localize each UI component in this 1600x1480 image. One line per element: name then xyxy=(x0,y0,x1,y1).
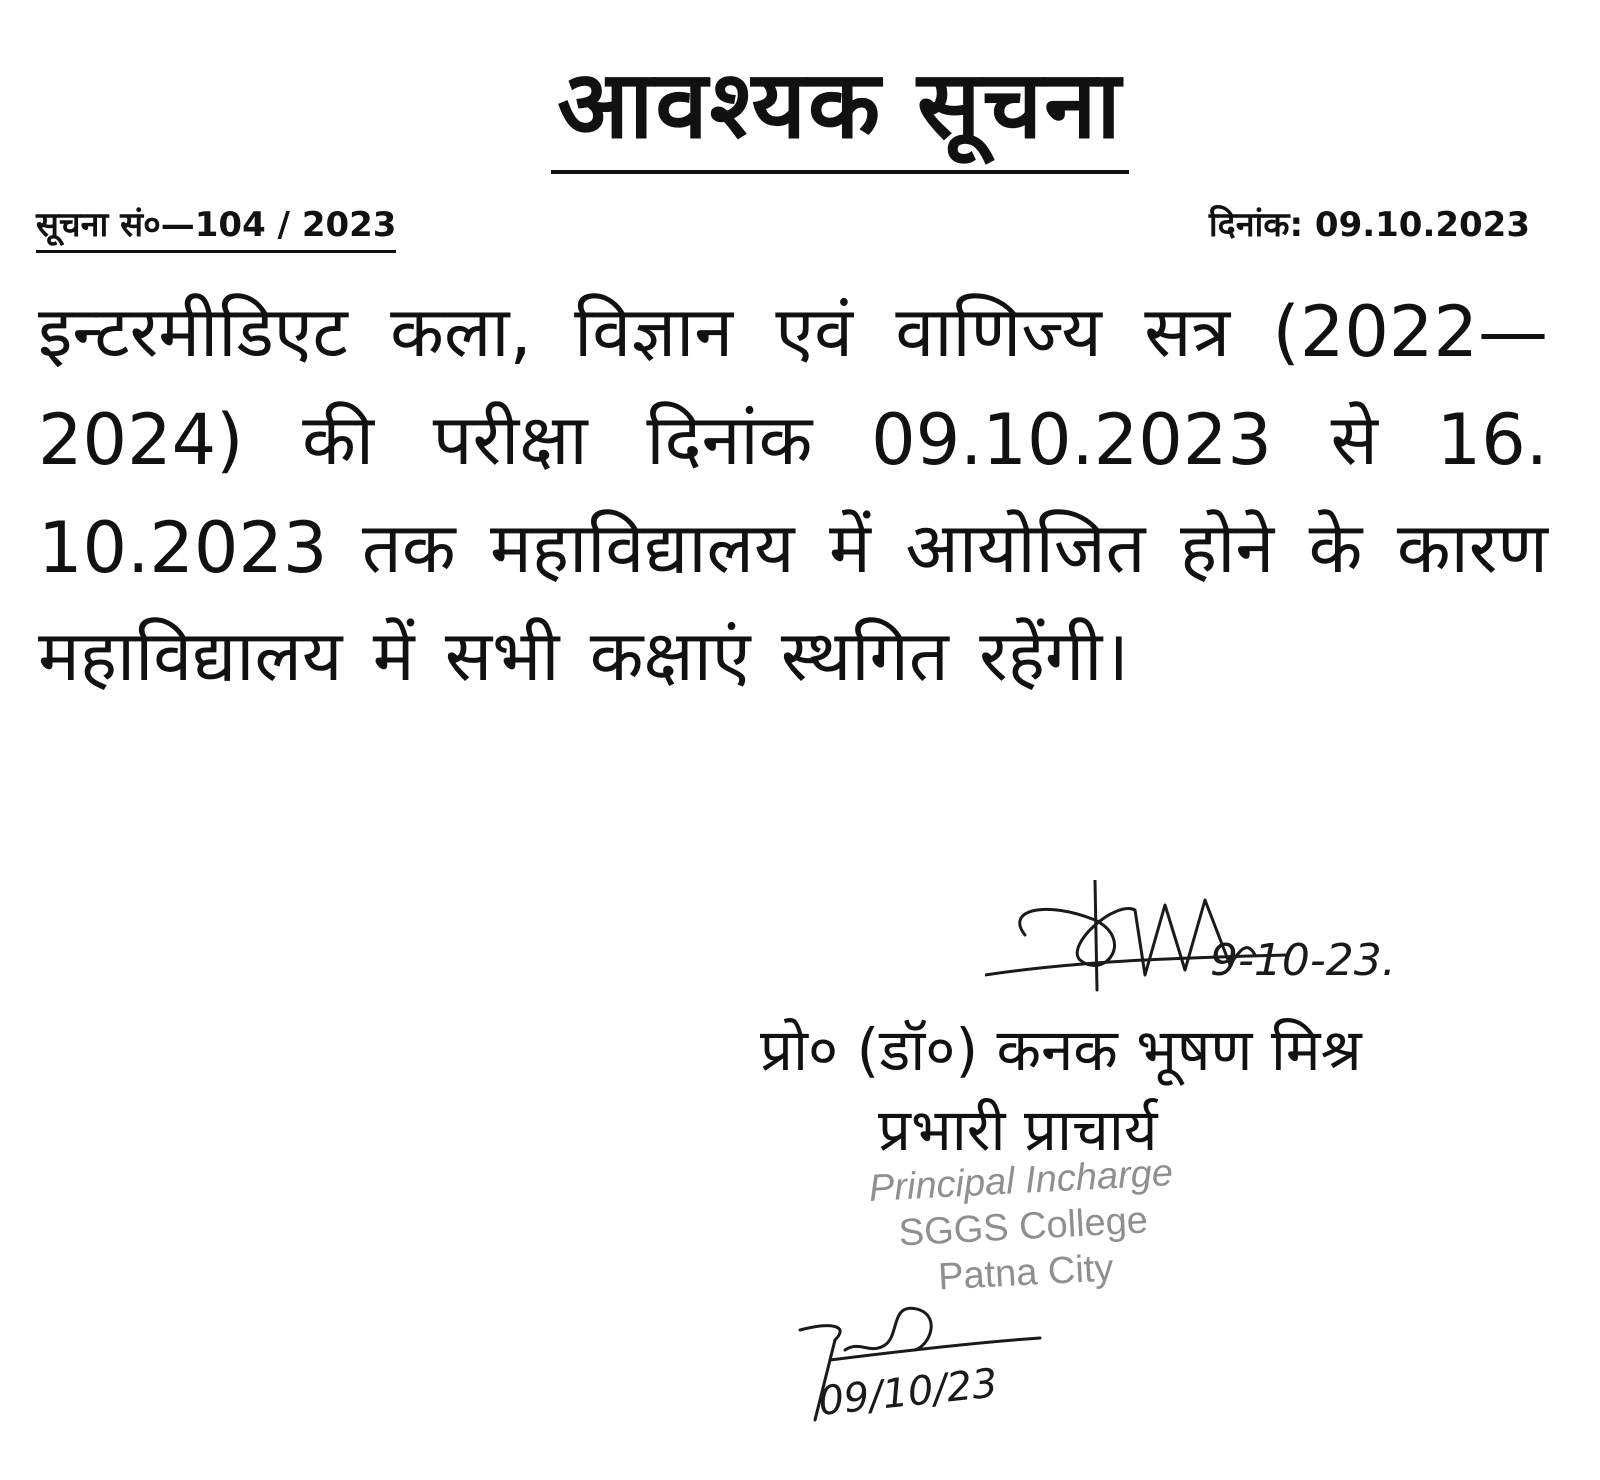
official-stamp xyxy=(830,1148,1217,1306)
notice-title xyxy=(0,52,1600,174)
stamp-line-1: Principal Incharge xyxy=(867,1152,1174,1210)
initials-date: 09/10/23 xyxy=(816,1360,1000,1425)
notice-meta-row xyxy=(36,200,1530,260)
notice-title-text: आवश्यक सूचना xyxy=(551,52,1128,174)
principal-signature xyxy=(985,880,1505,1010)
stamp-line-3: Patna City xyxy=(937,1247,1115,1299)
stamp-line-2: SGGS College xyxy=(897,1199,1149,1255)
notice-date: दिनांक: 09.10.2023 xyxy=(1208,205,1530,245)
signature-stroke xyxy=(1020,900,1230,975)
signature-stroke xyxy=(1095,880,1097,990)
notice-number: सूचना सं०—104 / 2023 xyxy=(36,200,396,253)
signatory-designation: प्रभारी प्राचार्य xyxy=(878,1096,1158,1164)
initials-stroke xyxy=(845,1308,931,1350)
signatory-block xyxy=(760,1010,1520,1170)
initials-stroke xyxy=(830,1338,1040,1360)
signatory-name: प्रो० (डॉ०) कनक भूषण मिश्र xyxy=(760,1016,1362,1084)
initials-signature xyxy=(790,1300,1060,1440)
signature-date: 9-10-23. xyxy=(1210,935,1396,986)
notice-body: इन्टरमीडिएट कला, विज्ञान एवं वाणिज्य सत्र (2022—2024) की परीक्षा दिनांक 09.10.2023 से 16. 10.2023 तक महाविद्यालय में आयोजित होने के कारण महाविद्यालय में सभी कक्षाएं स्थगित रहेंगी। xyxy=(38,291,1548,697)
